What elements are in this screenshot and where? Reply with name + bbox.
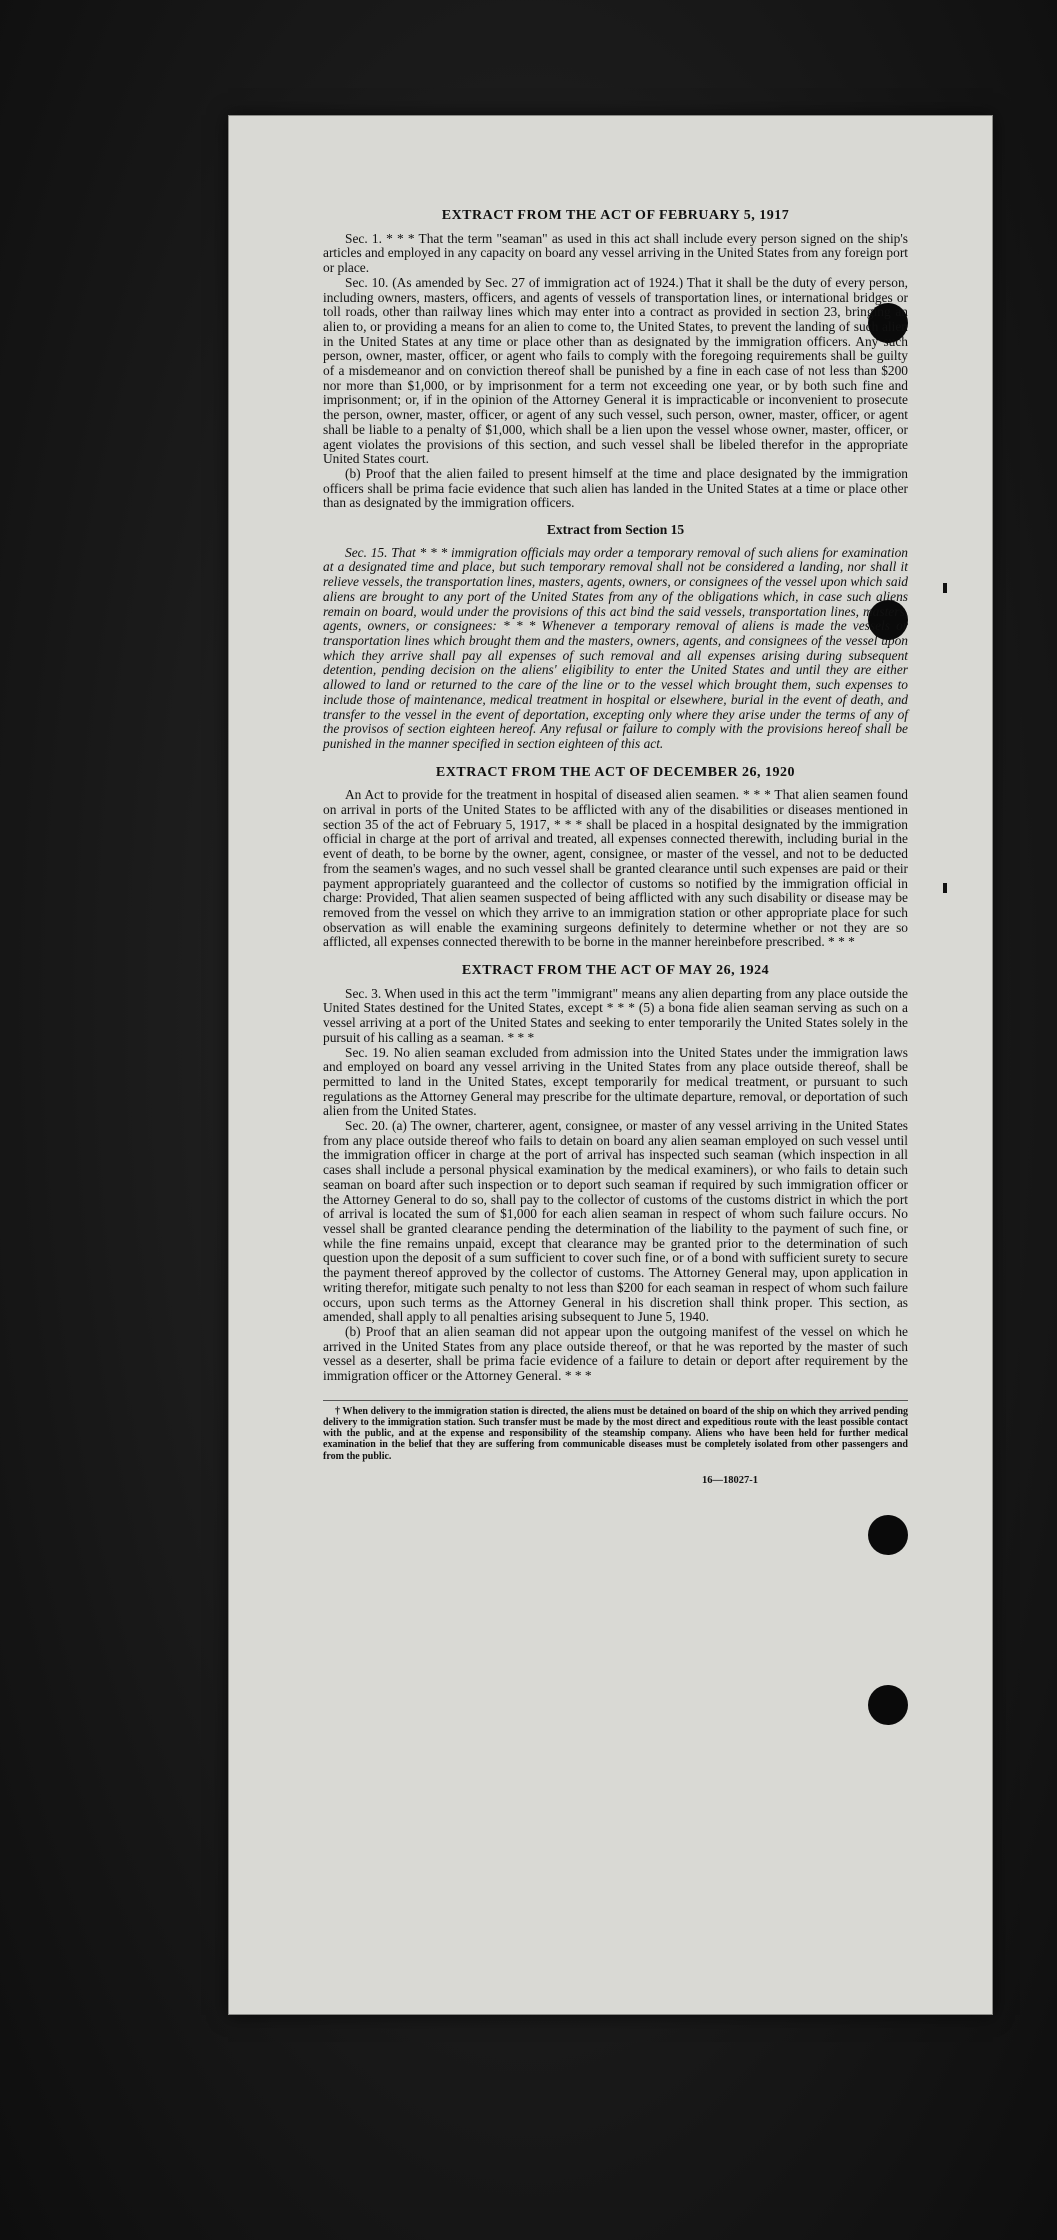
section-title-1917: EXTRACT FROM THE ACT OF FEBRUARY 5, 1917 [441,208,790,223]
document-page [228,115,993,2015]
paragraph: Sec. 15. That * * * immigration officials may order a temporary removal of such aliens for examination at a designated time and place, but such temporary removal shall not be considered a landing, nor shall it relieve vessels, the transportation lines, masters, agents, owners, or consignees of the vessel upon which said aliens are brought to any port of the United States from any of the obligations which, in case such aliens remain on board, would under the provisions of this act bind the said vessels, transportation lines, masters, agents, owners, or consignees: * * * Whenever a temporary removal of aliens is made the vessels or transportation lines which brought them and the masters, owners, agents, and consignees of the vessel upon which they arrive shall pay all expenses of such removal and all expenses arising during subsequent detention, pending decision on the aliens' eligibility to enter the United States and until they are either allowed to land or returned to the care of the line or to the vessel which brought them, such expenses to include those of maintenance, medical treatment in hospital or elsewhere, burial in the event of death, and transfer to the vessel in the event of deportation, excepting only where they arise under the terms of any of the provisos of section eighteen hereof. Any refusal or failure to comply with the provisions hereof shall be punished in the manner specified in section eighteen of this act. [323,544,908,751]
section-title-section15: Extract from Section 15 [546,522,685,538]
paragraph: (b) Proof that the alien failed to present himself at the time and place designated by the immigration officers shall be prima facie evidence that such alien has landed in the United States at a time or place other than as designated by the immigration officers. [323,465,908,511]
paragraph: An Act to provide for the treatment in hospital of diseased alien seamen. * * * That alien seamen found on arrival in ports of the United States to be afflicted with any of the disabilities or diseases mentioned in section 35 of the act of February 5, 1917, * * * shall be placed in a hospital designated by the immigration official in charge at the port of arrival and treated, all expenses connected therewith, including burial in the event of death, to be borne by the owner, agent, consignee, or master of the vessel, and not to be deducted from the seamen's wages, and no such vessel shall be granted clearance until such expenses are paid or their payment appropriately guaranteed and the collector of customs so notified by the immigration official in charge: Provided, That alien seamen suspected of being afflicted with any such disability or disease may be removed from the vessel on which they arrive to an immigration station or other appropriate place for such observation as will enable the examining surgeons definitely to determine whether or not they are so afflicted, all expenses connected therewith to be borne in the manner hereinbefore prescribed. * * * [323,787,908,950]
paragraph: Sec. 19. No alien seaman excluded from admission into the United States under the immigration laws and employed on board any vessel arriving in the United States from any place outside thereof, shall be permitted to land in the United States, except temporarily for medical treatment, or pursuant to such regulations as the Attorney General may prescribe for the ultimate departure, removal, or deportation of such alien from the United States. [323,1044,908,1119]
section-title-1924: EXTRACT FROM THE ACT OF MAY 26, 1924 [461,963,770,979]
punch-hole-mark [868,1515,908,1555]
footnote-text: † When delivery to the immigration station is directed, the aliens must be detained on board of the ship on which they arrived pending delivery to the immigration station. Such transfer must be made by the most direct and expeditious route with the least possible contact with the public, and at the expense and responsibility of the steamship company. Aliens who have been held for further medical examination in the belief that they are suffering from communicable diseases must be completely isolated from other passengers and from the public. [323,1405,908,1462]
paragraph: Sec. 20. (a) The owner, charterer, agent, consignee, or master of any vessel arriving in the United States from any place outside thereof who fails to detain on board any alien seaman employed on such vessel until the immigration officer in charge at the port of arrival has inspected such seaman (which inspection in all cases shall include a personal physical examination by the medical examiners), or who fails to detain such seaman on board after such inspection or to deport such seaman if required by such immigration officer or the Attorney General to do so, shall pay to the collector of customs of the customs district in which the port of arrival is located the sum of $1,000 for each alien seaman in respect of whom such failure occurs. No vessel shall be granted clearance pending the determination of the liability to the payment of such fine, or while the fine remains unpaid, except that clearance may be granted prior to the determination of such question upon the deposit of a sum sufficient to cover such fine, or of a bond with sufficient surety to secure the payment thereof approved by the collector of customs. The Attorney General may, upon application in writing therefor, mitigate such penalty to not less than $200 for each seaman in respect of whom such failure occurs, upon such terms as the Attorney General in his discretion shall think proper. This section, as amended, shall apply to all penalties arising subsequent to June 5, 1940. [323,1118,908,1325]
footnote [323,1400,908,1462]
edge-mark [943,883,947,893]
section-title-1920: EXTRACT FROM THE ACT OF DECEMBER 26, 1920 [435,764,796,780]
paragraph: (b) Proof that an alien seaman did not appear upon the outgoing manifest of the vessel on which he arrived in the United States from any place outside thereof, or that he was reported by the master of such vessel as a deserter, shall be prima facie evidence of a failure to detain or deport after requirement by the immigration officer or the Attorney General. * * * [323,1323,908,1384]
edge-mark [943,583,947,593]
punch-hole-mark [868,1685,908,1725]
form-number: 16—18027-1 [702,1474,758,1486]
paragraph: Sec. 1. * * * That the term "seaman" as used in this act shall include every person signed on the ship's articles and employed in any capacity on board any vessel arriving in the United States from any foreign port or place. [323,230,908,276]
paragraph: Sec. 10. (As amended by Sec. 27 of immigration act of 1924.) That it shall be the duty of every person, including owners, masters, officers, and agents of vessels of transportation lines, or international bridges or toll roads, other than railway lines which may enter into a contract as provided in section 23, bringing an alien to, or providing a means for an alien to come to, the United States, to prevent the landing of such alien in the United States at any time or place other than as designated by the immigration officers. Any such person, owner, master, officer, or agent who fails to comply with the foregoing requirements shall be guilty of a misdemeanor and on conviction thereof shall be punished by a fine in each case of not less than $200 nor more than $1,000, or by imprisonment for a term not exceeding one year, or by both such fine and imprisonment; or, if in the opinion of the Attorney General it is impracticable or inconvenient to prosecute the person, owner, master, officer, or agent of any such vessel, such person, owner, master, officer, or agent shall be liable to a penalty of $1,000, which shall be a lien upon the vessel whose owner, master, officer, or agent violates the provisions of this section, and such vessel shall be libeled therefor in the appropriate United States court. [323,274,908,467]
document-body [323,195,908,1488]
paragraph: Sec. 3. When used in this act the term "immigrant" means any alien departing from any place outside the United States destined for the United States, except * * * (5) a bona fide alien seaman serving as such on a vessel arriving at a port of the United States and seeking to enter temporarily the United States solely in the pursuit of his calling as a seaman. * * * [323,985,908,1045]
